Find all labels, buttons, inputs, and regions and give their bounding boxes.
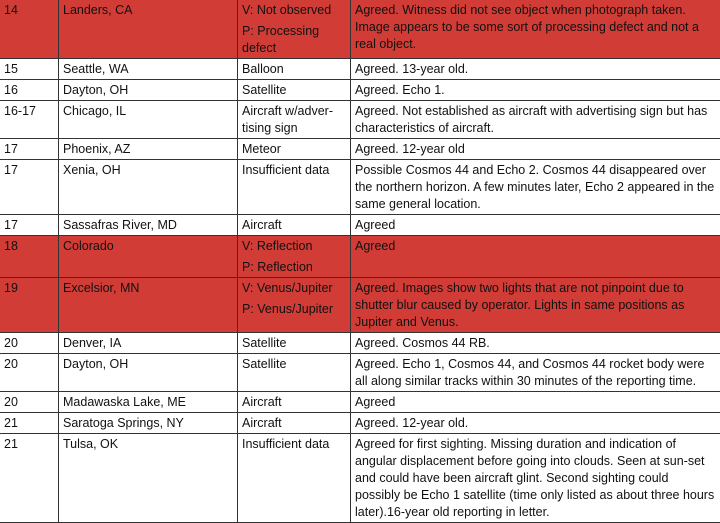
explanation-cell: [238, 0, 351, 59]
location-cell: Chicago, IL: [59, 101, 238, 139]
table-row: [0, 392, 720, 413]
comment-cell: Agreed for first sighting. Missing duration and indication of angular displacement before going into clouds. Seen at sun-set and could have been aircraft glint. Second sighting could possibly be Echo 1 satellite (time only listed as about three hours later).16-year old reporting in letter.: [351, 434, 720, 523]
table-row: [0, 80, 720, 101]
table-row: [0, 333, 720, 354]
explanation-line: Satellite: [242, 356, 346, 373]
location-cell: Sassafras River, MD: [59, 215, 238, 236]
comment-cell: Agreed: [351, 392, 720, 413]
explanation-line: V: Not observed: [242, 2, 346, 19]
comment-cell: Agreed. 12-year old: [351, 139, 720, 160]
table-row: [0, 413, 720, 434]
date-cell: 20: [0, 354, 59, 392]
table-row: [0, 434, 720, 523]
explanation-cell: [238, 434, 351, 523]
explanation-cell: [238, 59, 351, 80]
table-row: [0, 236, 720, 278]
table-row: [0, 278, 720, 333]
table-row: [0, 215, 720, 236]
comment-cell: Agreed. 12-year old.: [351, 413, 720, 434]
explanation-line: P: Reflection: [242, 259, 346, 276]
table-row: [0, 59, 720, 80]
date-cell: 21: [0, 413, 59, 434]
explanation-line: V: Reflection: [242, 238, 346, 255]
table-row: [0, 101, 720, 139]
date-cell: 15: [0, 59, 59, 80]
explanation-line: Insufficient data: [242, 162, 346, 179]
explanation-cell: [238, 80, 351, 101]
explanation-cell: [238, 278, 351, 333]
date-cell: 19: [0, 278, 59, 333]
location-cell: Denver, IA: [59, 333, 238, 354]
date-cell: 16-17: [0, 101, 59, 139]
explanation-cell: [238, 392, 351, 413]
date-cell: 14: [0, 0, 59, 59]
location-cell: Dayton, OH: [59, 80, 238, 101]
comment-cell: Agreed. Echo 1.: [351, 80, 720, 101]
date-cell: 20: [0, 333, 59, 354]
explanation-line: P: Venus/Jupiter: [242, 301, 346, 318]
location-cell: Excelsior, MN: [59, 278, 238, 333]
comment-cell: Agreed: [351, 236, 720, 278]
explanation-cell: [238, 160, 351, 215]
explanation-line: Insufficient data: [242, 436, 346, 453]
explanation-line: Balloon: [242, 61, 346, 78]
explanation-cell: [238, 101, 351, 139]
explanation-cell: [238, 215, 351, 236]
explanation-line: Meteor: [242, 141, 346, 158]
location-cell: Dayton, OH: [59, 354, 238, 392]
explanation-cell: [238, 139, 351, 160]
explanation-line: Aircraft: [242, 415, 346, 432]
table-row: [0, 354, 720, 392]
explanation-cell: [238, 333, 351, 354]
comment-cell: Agreed. Echo 1, Cosmos 44, and Cosmos 44 rocket body were all along similar tracks within 30 minutes of the reporting time.: [351, 354, 720, 392]
comment-cell: Agreed. Not established as aircraft with advertising sign but has characteristics of aircraft.: [351, 101, 720, 139]
location-cell: Xenia, OH: [59, 160, 238, 215]
explanation-line: Satellite: [242, 82, 346, 99]
comment-cell: Possible Cosmos 44 and Echo 2. Cosmos 44 disappeared over the northern horizon. A few minutes later, Echo 2 appeared in the same general location.: [351, 160, 720, 215]
table-row: [0, 0, 720, 59]
location-cell: Madawaska Lake, ME: [59, 392, 238, 413]
explanation-cell: [238, 413, 351, 434]
explanation-cell: [238, 236, 351, 278]
date-cell: 16: [0, 80, 59, 101]
date-cell: 17: [0, 160, 59, 215]
explanation-line: P: Processing defect: [242, 23, 346, 57]
explanation-line: V: Venus/Jupiter: [242, 280, 346, 297]
location-cell: Phoenix, AZ: [59, 139, 238, 160]
explanation-cell: [238, 354, 351, 392]
comment-cell: Agreed: [351, 215, 720, 236]
date-cell: 17: [0, 215, 59, 236]
date-cell: 18: [0, 236, 59, 278]
comment-cell: Agreed. Cosmos 44 RB.: [351, 333, 720, 354]
location-cell: Landers, CA: [59, 0, 238, 59]
location-cell: Tulsa, OK: [59, 434, 238, 523]
explanation-line: Satellite: [242, 335, 346, 352]
comment-cell: Agreed. Images show two lights that are not pinpoint due to shutter blur caused by operator. Lights in same positions as Jupiter and Venus.: [351, 278, 720, 333]
location-cell: Seattle, WA: [59, 59, 238, 80]
comment-cell: Agreed. 13-year old.: [351, 59, 720, 80]
comment-cell: Agreed. Witness did not see object when photograph taken. Image appears to be some sort of processing defect and not a real object.: [351, 0, 720, 59]
table-row: [0, 160, 720, 215]
explanation-line: Aircraft w/adver-tising sign: [242, 103, 346, 137]
date-cell: 21: [0, 434, 59, 523]
date-cell: 20: [0, 392, 59, 413]
explanation-line: Aircraft: [242, 394, 346, 411]
location-cell: Saratoga Springs, NY: [59, 413, 238, 434]
table-row: [0, 139, 720, 160]
date-cell: 17: [0, 139, 59, 160]
explanation-line: Aircraft: [242, 217, 346, 234]
location-cell: Colorado: [59, 236, 238, 278]
